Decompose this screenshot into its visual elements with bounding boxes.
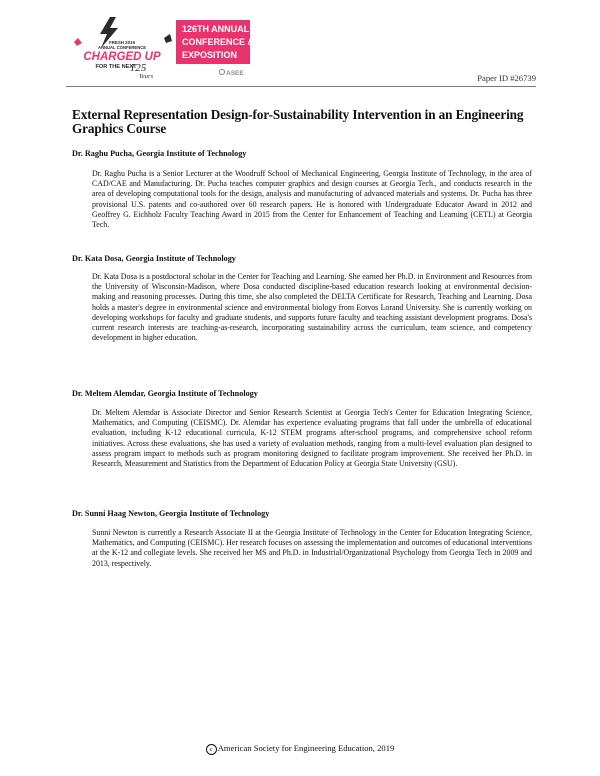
author-bio: Sunni Newton is currently a Research Associate II at the Georgia Institute of Technology in the Center for Education Integrating Science, Mathematics, and Computing (CEISMC). Her research focuses on assessing the implementation and outcomes of educational interventions at the K-12 and collegiate levels. She received her MS and Ph.D. in Industrial/Organizational Psychology from Georgia Tech in 2009 and 2013, respectively. <box>92 528 532 568</box>
logo-exposition: EXPOSITION <box>182 50 238 60</box>
asee-conference-logo <box>174 20 260 78</box>
logo-small-line1: FRESH 2019 <box>109 40 135 45</box>
logo-for-the-next: FOR THE NEXT <box>95 64 137 70</box>
logo-charged-up: CHARGED UP <box>83 51 161 63</box>
logo-125: 125 <box>129 62 147 74</box>
asee-mark-icon <box>219 69 224 74</box>
logo-126th: 126TH ANNUAL <box>182 24 250 34</box>
charged-up-logo <box>66 14 178 80</box>
author-bio: Dr. Raghu Pucha is a Senior Lecturer at the Woodruff School of Mechanical Engineering, Georgia Institute of Technology, in the area of CAD/CAE and Manufacturing. Dr. Pucha teaches computer graphics and design courses at Georgia Tech., and conducts research in the area of developing computational tools for the design, analysis and manufacturing of advanced materials and systems. Dr. Pucha has three provisional U.S. patents and co-authored over 60 research papers. He is honored with Undergraduate Educator Award in 2012 and Geoffrey G. Eichholz Faculty Teaching Award in 2015 from the Center for Enhancement of Teaching and Learning (CETL) at Georgia Tech. <box>92 169 532 230</box>
paper-id: Paper ID #26739 <box>477 73 536 83</box>
author-bio: Dr. Meltem Alemdar is Associate Director and Senior Research Scientist at Georgia Tech's Center for Education Integrating Science, Mathematics, and Computing (CEISMC). Dr. Alemdar has experience evaluating programs that fall under the umbrella of educational evaluation, including K-12 educational curricula, K-12 STEM programs after-school programs, and comprehensive school reform initiatives. Across these evaluations, she has used a variety of evaluation methods, ranging from a multi-level evaluation plan designed to assess program impact to methods such as program monitoring designed to facilitate program improvement. She received her Ph.D. in Research, Measurement and Statistics from the Department of Education Policy at Georgia State University (GSU). <box>92 408 532 469</box>
copyright-text: American Society for Engineering Education, 2019 <box>217 743 395 753</box>
header-rule <box>66 86 536 87</box>
author-bio: Dr. Kata Dosa is a postdoctoral scholar in the Center for Teaching and Learning. She earned her Ph.D. in Environment and Resources from the University of Wisconsin-Madison, where Dosa conducted discipline-based education research looking at environmental decision-making and reasoning processes. During this time, she also completed the DELTA Certificate for Research, Teaching and Learning. Dosa holds a master's degree in environmental science and environmental biology from Eotvos Lorand University. She is currently working on developing workshops for faculty and graduate students, and supports future faculty and teaching assistant development programs. Dosa's current research interests are teaching-as-research, incorporating sustainability across the curriculum, team science, and competency development in higher education. <box>92 272 532 343</box>
author-heading: Dr. Meltem Alemdar, Georgia Institute of Technology <box>72 389 258 398</box>
author-heading: Dr. Kata Dosa, Georgia Institute of Technology <box>72 254 236 263</box>
author-heading: Dr. Raghu Pucha, Georgia Institute of Technology <box>72 149 247 158</box>
logo-small-line2: ANNUAL CONFERENCE <box>97 45 147 50</box>
logo-conference: CONFERENCE & <box>182 37 255 47</box>
author-heading: Dr. Sunni Haag Newton, Georgia Institute of Technology <box>72 509 270 518</box>
paper-title: External Representation Design-for-Sustainability Intervention in an Engineering Graphics Course <box>72 107 524 136</box>
logo-years: Years <box>138 73 154 80</box>
copyright-icon: c <box>206 744 217 755</box>
logo-asee: ASEE <box>226 70 244 77</box>
conference-header <box>66 14 536 84</box>
copyright-footer <box>0 743 600 755</box>
